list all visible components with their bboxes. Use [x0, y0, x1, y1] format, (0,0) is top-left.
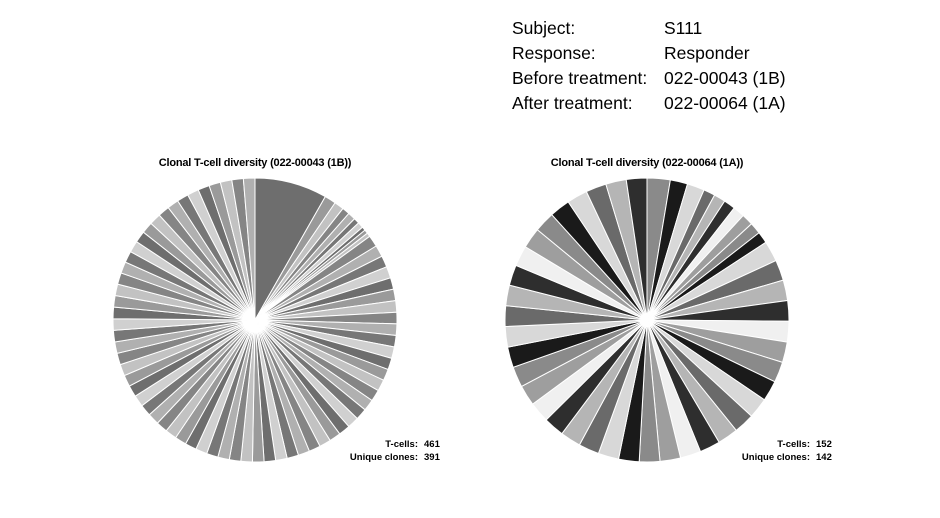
- after-treatment-value: 022-00064 (1A): [664, 93, 786, 113]
- after-treatment-chart-title: Clonal T-cell diversity (022-00064 (1A)): [550, 157, 744, 169]
- before-clones-label: Unique clones:: [349, 452, 418, 463]
- after-treatment-stats: [742, 438, 842, 464]
- after-treatment-pie-chart: [502, 175, 792, 465]
- info-row-response: [512, 41, 912, 66]
- before-treatment-stats: [350, 438, 450, 464]
- before-clones-row: [350, 451, 450, 464]
- after-treatment-panel: [452, 155, 842, 463]
- subject-info-block: [512, 16, 912, 116]
- before-treatment-panel: [60, 155, 450, 463]
- after-tcells-value: 152: [816, 439, 832, 450]
- before-treatment-chart-title: Clonal T-cell diversity (022-00043 (1B)): [158, 157, 352, 169]
- after-clones-value: 142: [816, 452, 832, 463]
- before-tcells-value: 461: [424, 439, 440, 450]
- before-treatment-pie-wrap: [60, 171, 450, 463]
- after-clones-label: Unique clones:: [741, 452, 810, 463]
- before-treatment-pie-chart: [110, 175, 400, 465]
- info-row-after-treatment: [512, 91, 912, 116]
- before-clones-value: 391: [424, 452, 440, 463]
- after-tcells-label: T-cells:: [777, 439, 810, 450]
- before-tcells-label: T-cells:: [385, 439, 418, 450]
- before-treatment-label: Before treatment:: [512, 68, 648, 88]
- info-row-before-treatment: [512, 66, 912, 91]
- subject-value: S111: [664, 18, 703, 38]
- after-clones-row: [742, 451, 842, 464]
- response-label: Response:: [512, 43, 596, 63]
- before-treatment-value: 022-00043 (1B): [664, 68, 786, 88]
- before-tcells-row: [350, 438, 450, 451]
- after-treatment-pie-wrap: [452, 171, 842, 463]
- after-treatment-label: After treatment:: [512, 93, 633, 113]
- after-tcells-row: [742, 438, 842, 451]
- info-row-subject: [512, 16, 912, 41]
- subject-label: Subject:: [512, 18, 576, 38]
- response-value: Responder: [664, 43, 750, 63]
